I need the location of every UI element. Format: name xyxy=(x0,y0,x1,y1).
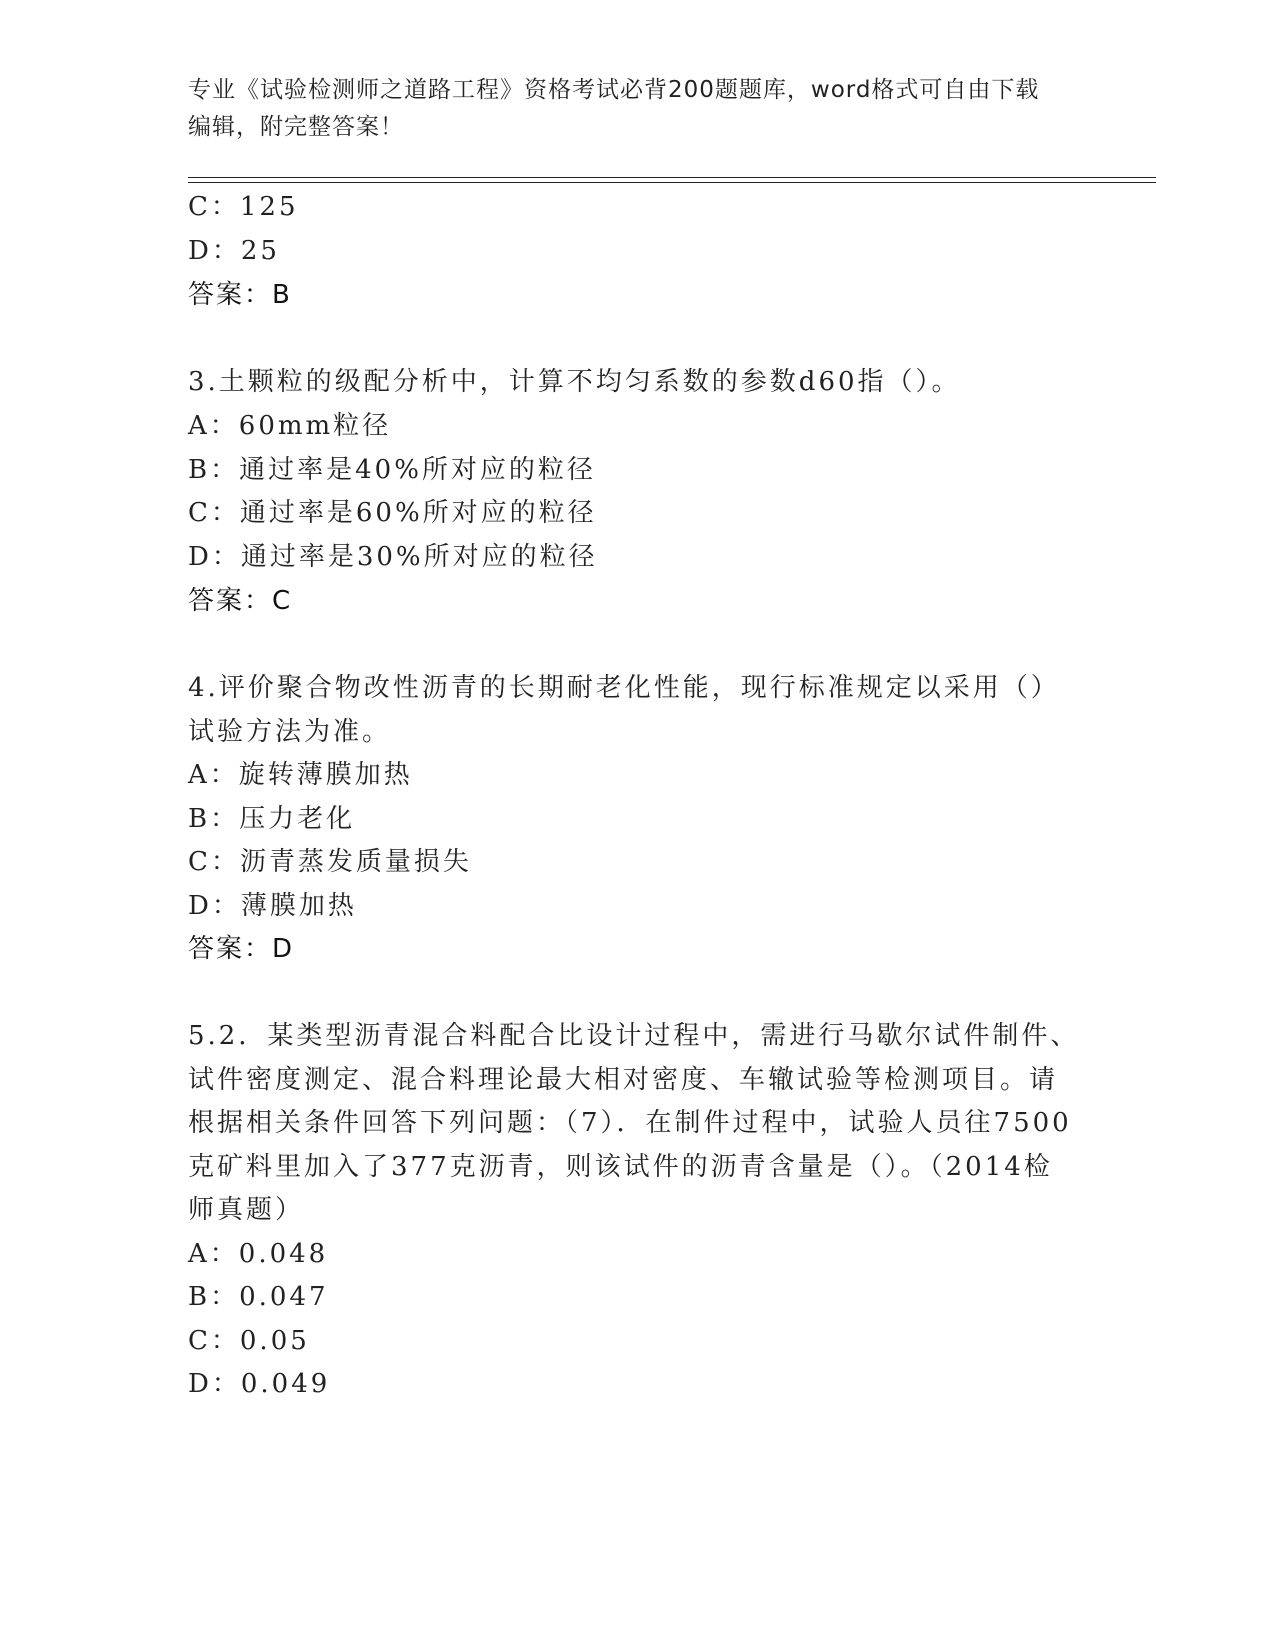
q5-question-line-2: 试件密度测定、混合料理论最大相对密度、车辙试验等检测项目。请 xyxy=(188,1065,1059,1095)
document-header xyxy=(188,72,1088,146)
q3-option-a: A：60mm粒径 xyxy=(188,411,392,441)
q5-option-a: A：0.048 xyxy=(188,1239,329,1269)
q4-option-c: C：沥青蒸发质量损失 xyxy=(188,847,472,877)
q2-answer: 答案：B xyxy=(188,280,292,310)
q5-option-b: B：0.047 xyxy=(188,1282,329,1312)
q3-answer: 答案：C xyxy=(188,586,293,616)
q5-question-line-5: 师真题） xyxy=(188,1195,305,1225)
q5-question-line-1: 5.2．某类型沥青混合料配合比设计过程中，需进行马歇尔试件制件、 xyxy=(188,1021,1080,1051)
q5-option-c: C：0.05 xyxy=(188,1326,310,1356)
q3-option-b: B：通过率是40%所对应的粒径 xyxy=(188,455,596,485)
q2-option-c: C：125 xyxy=(188,192,299,222)
q4-option-d: D：薄膜加热 xyxy=(188,891,357,921)
q3-question: 3.土颗粒的级配分析中，计算不均匀系数的参数d60指（）。 xyxy=(188,367,961,397)
header-divider-bottom xyxy=(188,182,1156,183)
q4-option-a: A：旋转薄膜加热 xyxy=(188,760,413,790)
header-divider-top xyxy=(188,177,1156,178)
q3-option-d: D：通过率是30%所对应的粒径 xyxy=(188,542,598,572)
q4-answer: 答案：D xyxy=(188,934,295,964)
q4-question-line-1: 4.评价聚合物改性沥青的长期耐老化性能，现行标准规定以采用（） xyxy=(188,673,1060,703)
q3-option-c: C：通过率是60%所对应的粒径 xyxy=(188,498,597,528)
header-title-line-2: 编辑，附完整答案！ xyxy=(188,114,404,140)
q5-option-d: D：0.049 xyxy=(188,1369,331,1399)
q2-option-d: D：25 xyxy=(188,236,280,266)
q4-option-b: B：压力老化 xyxy=(188,804,356,834)
q5-question-line-3: 根据相关条件回答下列问题：（7）．在制件过程中，试验人员往7500 xyxy=(188,1108,1072,1138)
q5-question-line-4: 克矿料里加入了377克沥青，则该试件的沥青含量是（）。（2014检 xyxy=(188,1152,1053,1182)
q4-question-line-2: 试验方法为准。 xyxy=(188,717,392,747)
header-title-line-1: 专业《试验检测师之道路工程》资格考试必背200题题库，word格式可自由下载 xyxy=(188,77,1040,103)
